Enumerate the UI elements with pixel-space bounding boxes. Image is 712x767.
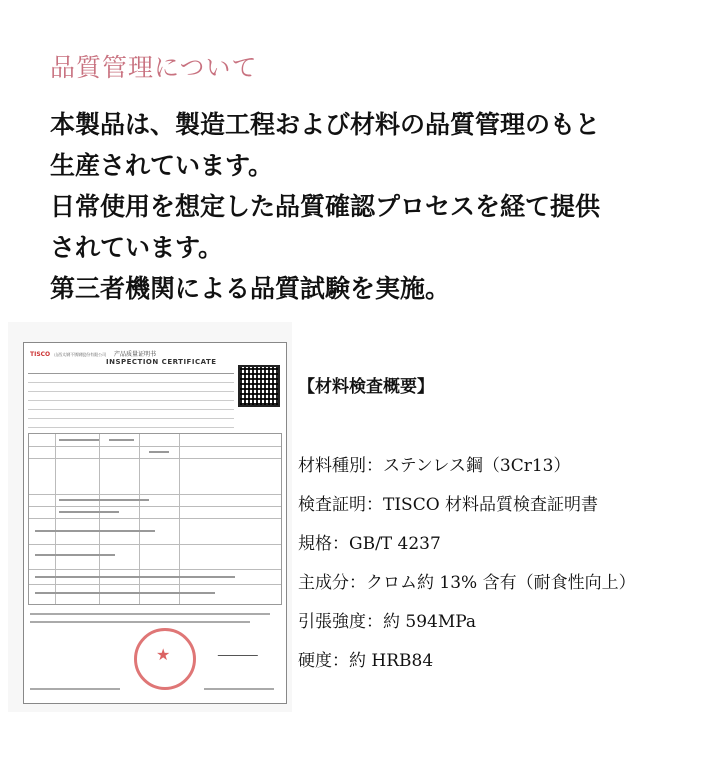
- certificate-image: [8, 322, 292, 712]
- spec-line: 引張強度：約 594MPa: [298, 612, 477, 632]
- spec-line: 検査証明：TISCO 材料品質検査証明書: [298, 495, 599, 515]
- intro-line: されています。: [50, 233, 224, 262]
- certificate-data-table: [28, 433, 282, 605]
- qr-code-icon: [238, 365, 280, 407]
- signature-icon: [218, 643, 263, 656]
- tisco-logo: TISCO 山西太钢不锈钢股份有限公司: [30, 351, 107, 358]
- intro-line: 日常使用を想定した品質確認プロセスを経て提供: [50, 192, 601, 221]
- spec-line: 材料種別：ステンレス鋼（3Cr13）: [298, 456, 571, 476]
- spec-line: 主成分：クロム約 13% 含有（耐食性向上）: [298, 573, 636, 593]
- section-heading: 品質管理について: [50, 53, 258, 82]
- certificate-title-en: INSPECTION CERTIFICATE: [106, 358, 217, 366]
- spec-line: 硬度：約 HRB84: [298, 651, 434, 671]
- certificate-header-table: [28, 373, 234, 428]
- material-inspection-summary: [298, 372, 698, 681]
- intro-text: [50, 104, 690, 309]
- inspection-certificate: [23, 342, 287, 704]
- intro-line: 第三者機関による品質試験を実施。: [50, 274, 451, 303]
- company-seal-icon: [134, 628, 196, 690]
- certificate-title-cn: 产品质量证明书: [114, 351, 157, 358]
- intro-line: 本製品は、製造工程および材料の品質管理のもと: [50, 110, 601, 139]
- intro-line: 生産されています。: [50, 151, 274, 180]
- spec-line: 規格：GB/T 4237: [298, 534, 441, 554]
- specs-title: 【材料検査概要】: [298, 377, 434, 397]
